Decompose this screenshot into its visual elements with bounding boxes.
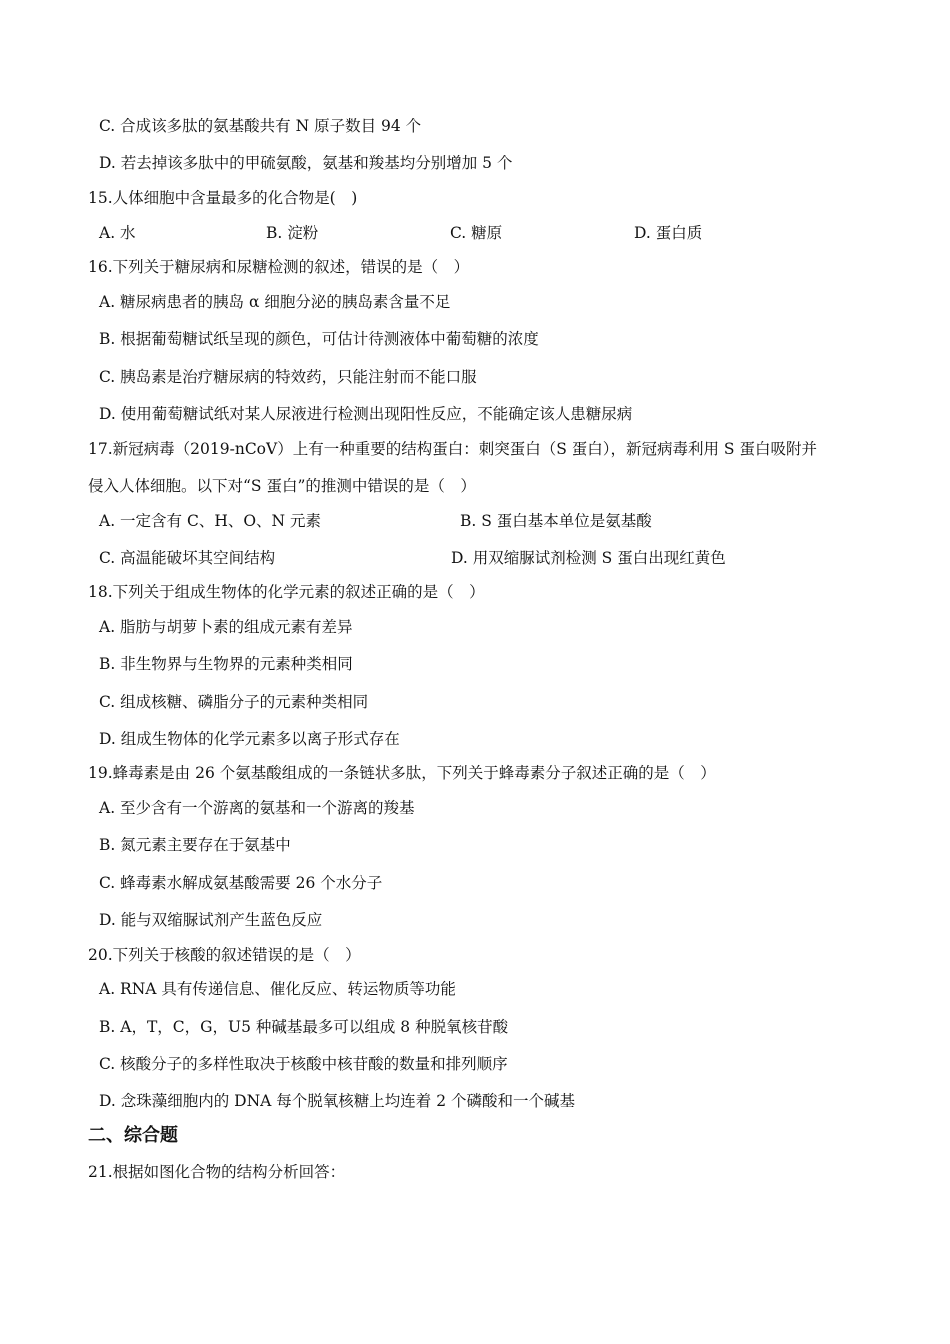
q18-option-a: A. 脂肪与胡萝卜素的组成元素有差异 <box>99 618 353 636</box>
q16-stem: 16.下列关于糖尿病和尿糖检测的叙述，错误的是（ ） <box>88 258 470 276</box>
q18-stem: 18.下列关于组成生物体的化学元素的叙述正确的是（ ） <box>88 583 485 601</box>
q16-option-b: B. 根据葡萄糖试纸呈现的颜色，可估计待测液体中葡萄糖的浓度 <box>99 330 539 348</box>
q18-option-b: B. 非生物界与生物界的元素种类相同 <box>99 655 353 673</box>
q19-option-a: A. 至少含有一个游离的氨基和一个游离的羧基 <box>99 799 415 817</box>
section-heading: 二、综合题 <box>88 1125 178 1146</box>
q15-option-d: D. 蛋白质 <box>634 224 703 242</box>
q20-option-b: B. A，T，C，G，U5 种碱基最多可以组成 8 种脱氧核苷酸 <box>99 1018 509 1036</box>
q16-option-c: C. 胰岛素是治疗糖尿病的特效药，只能注射而不能口服 <box>99 368 477 386</box>
q16-option-d: D. 使用葡萄糖试纸对某人尿液进行检测出现阳性反应，不能确定该人患糖尿病 <box>99 405 633 423</box>
q15-option-a: A. 水 <box>99 224 136 242</box>
q18-option-d: D. 组成生物体的化学元素多以离子形式存在 <box>99 730 400 748</box>
q20-option-d: D. 念珠藻细胞内的 DNA 每个脱氧核糖上均连着 2 个磷酸和一个碱基 <box>99 1092 575 1110</box>
q17-option-d: D. 用双缩脲试剂检测 S 蛋白出现红黄色 <box>451 549 726 567</box>
q15-stem: 15.人体细胞中含量最多的化合物是( ) <box>88 189 358 207</box>
q17-stem-line2: 侵入人体细胞。以下对“S 蛋白”的推测中错误的是（ ） <box>88 477 476 495</box>
q16-option-a: A. 糖尿病患者的胰岛 α 细胞分泌的胰岛素含量不足 <box>99 293 451 311</box>
q19-option-d: D. 能与双缩脲试剂产生蓝色反应 <box>99 911 323 929</box>
q20-stem: 20.下列关于核酸的叙述错误的是（ ） <box>88 946 361 964</box>
q17-option-a: A. 一定含有 C、H、O、N 元素 <box>99 512 322 530</box>
q19-stem: 19.蜂毒素是由 26 个氨基酸组成的一条链状多肽，下列关于蜂毒素分子叙述正确的是（ ） <box>88 764 716 782</box>
q18-option-c: C. 组成核糖、磷脂分子的元素种类相同 <box>99 693 369 711</box>
q21-stem: 21.根据如图化合物的结构分析回答： <box>88 1163 346 1181</box>
q15-option-b: B. 淀粉 <box>266 224 319 242</box>
q17-option-b: B. S 蛋白基本单位是氨基酸 <box>460 512 652 530</box>
q17-stem-line1: 17.新冠病毒（2019-nCoV）上有一种重要的结构蛋白：刺突蛋白（S 蛋白），新冠病毒利用 S 蛋白吸附并 <box>88 440 817 458</box>
q17-option-c: C. 高温能破坏其空间结构 <box>99 549 276 567</box>
q19-option-c: C. 蜂毒素水解成氨基酸需要 26 个水分子 <box>99 874 383 892</box>
q20-option-c: C. 核酸分子的多样性取决于核酸中核苷酸的数量和排列顺序 <box>99 1055 508 1073</box>
q14-option-d: D. 若去掉该多肽中的甲硫氨酸，氨基和羧基均分别增加 5 个 <box>99 154 513 172</box>
q19-option-b: B. 氮元素主要存在于氨基中 <box>99 836 291 854</box>
q14-option-c: C. 合成该多肽的氨基酸共有 N 原子数目 94 个 <box>99 117 422 135</box>
q20-option-a: A. RNA 具有传递信息、催化反应、转运物质等功能 <box>99 980 456 998</box>
q15-option-c: C. 糖原 <box>450 224 503 242</box>
